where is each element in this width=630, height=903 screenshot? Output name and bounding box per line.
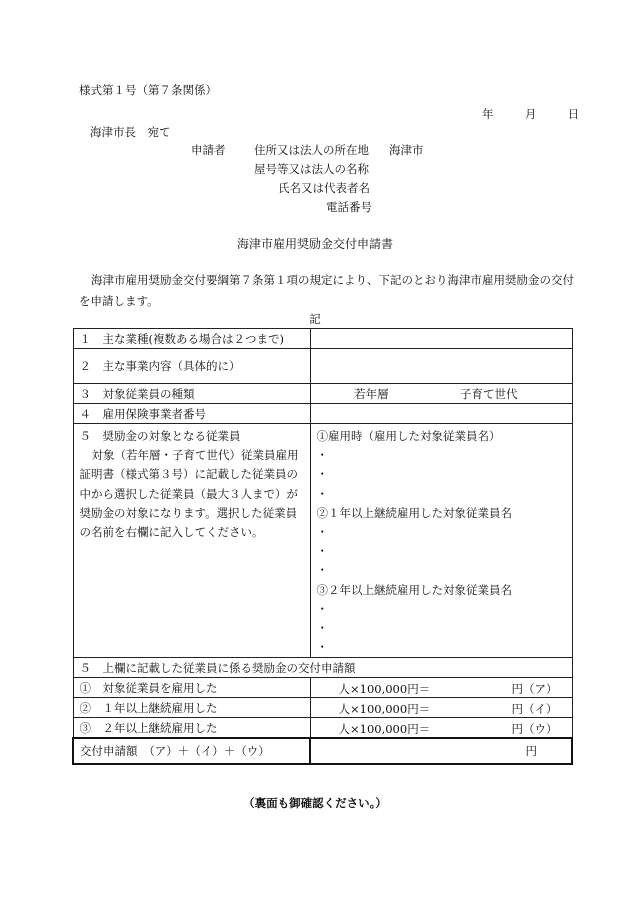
business-content-label: ２ 主な事業内容（具体的に） <box>73 349 310 384</box>
target-employees-note: 対象（若年層・子育て世代）従業員雇用証明書（様式第３号）に記載した従業員の中から選択した従業員（最大３人まで）が奨励金の対象になります。選択した従業員の名前を右欄に記入してください。 <box>79 448 299 540</box>
total-label: 交付申請額 （ア）＋（イ）＋（ウ） <box>73 738 310 764</box>
group3-title: ③２年以上継続雇用した対象従業員名 <box>316 582 512 597</box>
employee-names-cell[interactable] <box>310 424 572 658</box>
month-label: 月 <box>524 107 537 121</box>
option-youth[interactable]: 若年層 <box>354 386 389 401</box>
amount-label: ① 対象従業員を雇用した <box>73 678 310 698</box>
insurance-number-input[interactable] <box>310 404 572 424</box>
amount-header: ５ 上欄に記載した従業員に係る奨励金の交付申請額 <box>73 658 572 678</box>
total-row <box>73 738 572 764</box>
table-row <box>73 329 572 349</box>
name-slot[interactable]: ・ <box>316 601 328 616</box>
employee-type-label: ３ 対象従業員の種類 <box>73 384 310 404</box>
year-label: 年 <box>482 107 494 121</box>
back-page-note: （裏面も御確認ください。） <box>243 796 387 810</box>
insurance-number-label: ４ 雇用保険事業者番号 <box>73 404 310 424</box>
table-row <box>73 718 572 739</box>
amount-input[interactable] <box>310 678 572 698</box>
table-row <box>73 404 572 424</box>
industry-input[interactable] <box>310 329 572 349</box>
amount-label: ② １年以上継続雇用した <box>73 698 310 718</box>
addressee: 海津市長 宛て <box>90 125 171 139</box>
address-value: 海津市 <box>389 143 424 157</box>
option-childrearing[interactable]: 子育て世代 <box>459 386 518 401</box>
name-slot[interactable]: ・ <box>316 563 328 578</box>
amount-yen: 円（ウ） <box>511 722 558 737</box>
target-employees-cell <box>73 424 310 658</box>
employee-type-options <box>310 384 572 404</box>
name-slot[interactable]: ・ <box>316 640 328 655</box>
name-slot[interactable]: ・ <box>316 544 328 559</box>
target-employees-label: ５ 奨励金の対象となる従業員 <box>79 429 241 443</box>
amount-input[interactable] <box>310 698 572 718</box>
phone-label: 電話番号 <box>326 200 372 214</box>
applicant-role-label: 申請者 <box>191 143 226 157</box>
amount-rate: 人×100,000円＝ <box>338 702 431 717</box>
group1-title: ①雇用時（雇用した対象従業員名） <box>316 429 501 443</box>
name-slot[interactable]: ・ <box>316 525 328 540</box>
amount-rate: 人×100,000円＝ <box>338 722 431 737</box>
name-slot[interactable]: ・ <box>316 448 328 463</box>
total-amount-input[interactable]: 円 <box>310 738 572 764</box>
application-table <box>72 328 573 765</box>
table-row <box>73 424 572 658</box>
document-title: 海津市雇用奨励金交付申請書 <box>236 237 393 251</box>
date-line <box>482 106 579 122</box>
body-text: 海津市雇用奨励金交付要綱第７条第１項の規定により、下記のとおり海津市雇用奨励金の交付を申請します。 <box>79 273 574 308</box>
name-slot[interactable]: ・ <box>316 621 328 636</box>
table-row <box>73 384 572 404</box>
name-slot[interactable]: ・ <box>316 467 328 482</box>
representative-name-label: 氏名又は代表者名 <box>278 181 370 195</box>
amount-label: ③ ２年以上継続雇用した <box>73 718 310 739</box>
business-name-label: 屋号等又は法人の名称 <box>254 162 369 176</box>
day-label: 日 <box>567 107 580 121</box>
form-number: 様式第１号（第７条関係） <box>79 83 217 97</box>
group2-title: ②１年以上継続雇用した対象従業員名 <box>316 505 512 520</box>
ki-label: 記 <box>309 312 321 326</box>
table-row <box>73 698 572 718</box>
address-label: 住所又は法人の所在地 <box>254 143 369 157</box>
industry-label: １ 主な業種(複数ある場合は２つまで) <box>73 329 310 349</box>
name-slot[interactable]: ・ <box>316 486 328 501</box>
business-content-input[interactable] <box>310 349 572 384</box>
amount-yen: 円（ア） <box>511 682 558 697</box>
amount-input[interactable] <box>310 718 572 739</box>
table-row <box>73 678 572 698</box>
table-row <box>73 658 572 678</box>
amount-yen: 円（イ） <box>511 702 558 717</box>
amount-rate: 人×100,000円＝ <box>338 682 431 697</box>
table-row <box>73 349 572 384</box>
